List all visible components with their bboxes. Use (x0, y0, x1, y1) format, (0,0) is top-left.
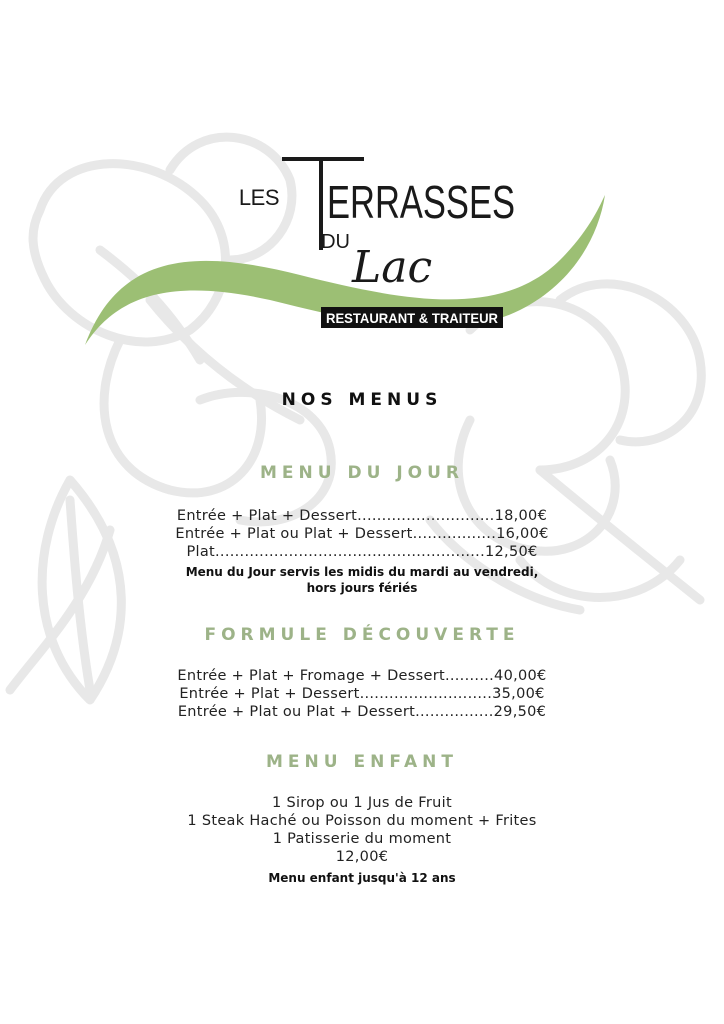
menu-note: Menu enfant jusqu'à 12 ans (268, 871, 456, 885)
menu-line: 1 Patisserie du moment (272, 831, 452, 847)
menu-line: 1 Steak Haché ou Poisson du moment + Frites (187, 813, 537, 829)
menu-line: Entrée + Plat ou Plat + Dessert................29,50€ (177, 704, 547, 720)
menu-line: Entrée + Plat + Fromage + Dessert..........40,00€ (177, 668, 547, 684)
menu-note: hors jours fériés (306, 581, 418, 595)
menu-line: 1 Sirop ou 1 Jus de Fruit (272, 795, 452, 811)
logo-du: DU (321, 231, 350, 253)
menu-line: Plat.......................................................12,50€ (186, 544, 538, 560)
menu-line: Entrée + Plat + Dessert............................18,00€ (176, 508, 548, 524)
section-title-menu-enfant: MENU ENFANT (266, 752, 458, 772)
logo-lac: Lac (352, 242, 433, 293)
section-title-menu-du-jour: MENU DU JOUR (260, 463, 464, 483)
menu-price: 12,00€ (335, 849, 389, 865)
page-title: NOS MENUS (281, 390, 443, 410)
logo-tagline: RESTAURANT & TRAITEUR (326, 310, 498, 326)
logo-les: LES (238, 185, 279, 210)
section-title-formule-decouverte: FORMULE DÉCOUVERTE (204, 625, 520, 645)
logo-terrasses: ERRASSES (327, 176, 515, 228)
menu-line: Entrée + Plat + Dessert...........................35,00€ (179, 686, 545, 702)
menu-note: Menu du Jour servis les midis du mardi au vendredi, (185, 565, 539, 579)
menu-line: Entrée + Plat ou Plat + Dessert.................16,00€ (175, 526, 549, 542)
